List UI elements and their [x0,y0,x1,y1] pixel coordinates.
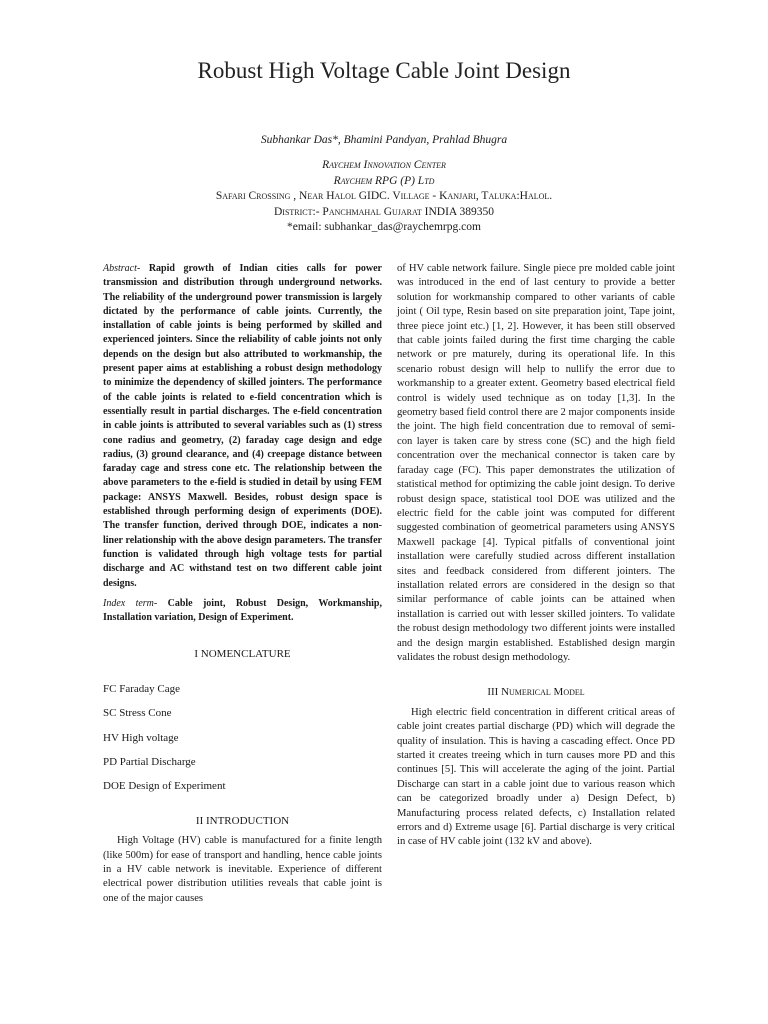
introduction-heading: II INTRODUCTION [195,814,290,827]
affiliation-district: District:- Panchmahal Gujarat INDIA 389350 [274,205,494,218]
author-list: Subhankar Das*, Bhamini Pandyan, Prahlad Bhugra [260,134,508,146]
index-terms [103,597,382,626]
introduction-continued-paragraph: of HV cable network failure. Single piece pre molded cable joint was introduced in the end of last century to provide a better solution for workmanship compared to other variants of cable joint ( Oil type, Resin based on site preparation joint, Tape joint, three piece joint etc.) [1, 2]. However, it has been still observed that cable joints failed during the first time charging the cable network or pre maturely, during its operational life. In this scenario robust design will help to nullify the error due to workmanship to a greater extent. Geometry based electrical field control is widely used technique as on today [1,3]. In the geometry based field control there are 2 major components inside the joint. The high field concentration due to removal of semi-con layer is taken care by stress cone (SC) and the high field concentration over the mechanical connector is taken care by faraday cage (FC). This paper demonstrates the utilization of statistical method for optimizing the cable joint design. To derive robust design space, statistical tool DOE was utilized and the electric field for the cable joint was computed for different suggested combination of geometrical parameters using ANSYS Maxwell package [4]. Typical pitfalls of conventional joint installation were carefully studied across different installation sites and feedback considered from different jointers. The installation related errors are considered in the design so that similar performance of cable joints can be attained when installation is carried out with lesser skilled jointers. To validate the robust design methodology two different joints were installed and the design margin established. Established design margin validates the robust design methodology. [397,263,675,663]
affiliation-company: Raychem RPG (P) Ltd [333,174,435,187]
affiliation-address: Safari Crossing , Near Halol GIDC. Village - Kanjari, Taluka:Halol. [215,190,553,202]
affiliation-email: *email: subhankar_das@raychemrpg.com [287,221,481,233]
left-column [103,262,382,906]
numerical-model-paragraph: High electric field concentration in different critical areas of cable joint creates partial discharge (PD) which will degrade the quality of insulation. This is having a cascading effect. Once PD started it creates treeing which in turn causes more PD and this continues [5]. This will accelerate the aging of the joint. Partial Discharge can start in a cable joint due to various reason which can be categorized broadly under a) Design Defect, b) Manufacturing process related defects, c) Installation related errors and d) Extreme usage [6]. Partial discharge is very critical in case of HV cable joint (132 kV and above). [397,706,675,848]
abstract-body: Rapid growth of Indian cities calls for power transmission and distribution through underground networks. The reliability of the underground power transmission is largely dictated by the performance of cable joints. Currently, the installation of cable joints is being performed by skilled and experienced jointers. Since the reliability of cable joints not only depends on the design but also attributed to workmanship, the present paper aims at establishing a robust design methodology to minimize the dependency of skilled jointers. The performance of the cable joints is related to e-field concentration which is essentially result in partial discharges. The e-field concentration in cable joints is attributed to several variables such as (1) stress cone radius and geometry, (2) faraday cage design and edge radius, (3) ground clearance, and (4) creepage distance between faraday cage and stress cone etc. The relationship between the above parameters to the e-field is studied in detail by using FEM package: ANSYS Maxwell. Besides, robust design space is established through performing design of experiments (DOE). The transfer function, derived through DOE, indicates a non-liner relationship with the above design parameters. The transfer function is validated through high voltage tests for partial discharge and AC withstand test on two different cable joint designs. [103,263,382,589]
nomenclature-list [103,682,382,794]
nomenclature-item: HV High voltage [103,731,179,744]
nomenclature-heading: I NOMENCLATURE [194,648,291,661]
introduction-paragraph: High Voltage (HV) cable is manufactured for a finite length (like 500m) for ease of transport and handling, hence cable joints in a HV cable network is inevitable. Experience of different electrical power distribution utilities reveals that cable joint is one of the major causes [103,835,382,904]
affiliation-block [0,158,768,236]
numerical-model-heading [397,685,675,699]
abstract-paragraph [103,262,382,591]
nomenclature-item: FC Faraday Cage [103,682,180,695]
nomenclature-item: DOE Design of Experiment [103,780,226,793]
nomenclature-item: SC Stress Cone [103,707,172,720]
abstract-lead: Abstract- [103,263,141,274]
index-terms-body: Cable joint, Robust Design, Workmanship, Installation variation, Design of Experiment. [103,597,382,624]
affiliation-center: Raychem Innovation Center [322,159,446,171]
right-column [397,262,675,850]
nomenclature-item: PD Partial Discharge [103,756,196,769]
numerical-model-heading-text: III Numerical Model [487,686,585,699]
index-terms-lead: Index term- [103,597,158,609]
paper-title: Robust High Voltage Cable Joint Design [197,58,571,83]
